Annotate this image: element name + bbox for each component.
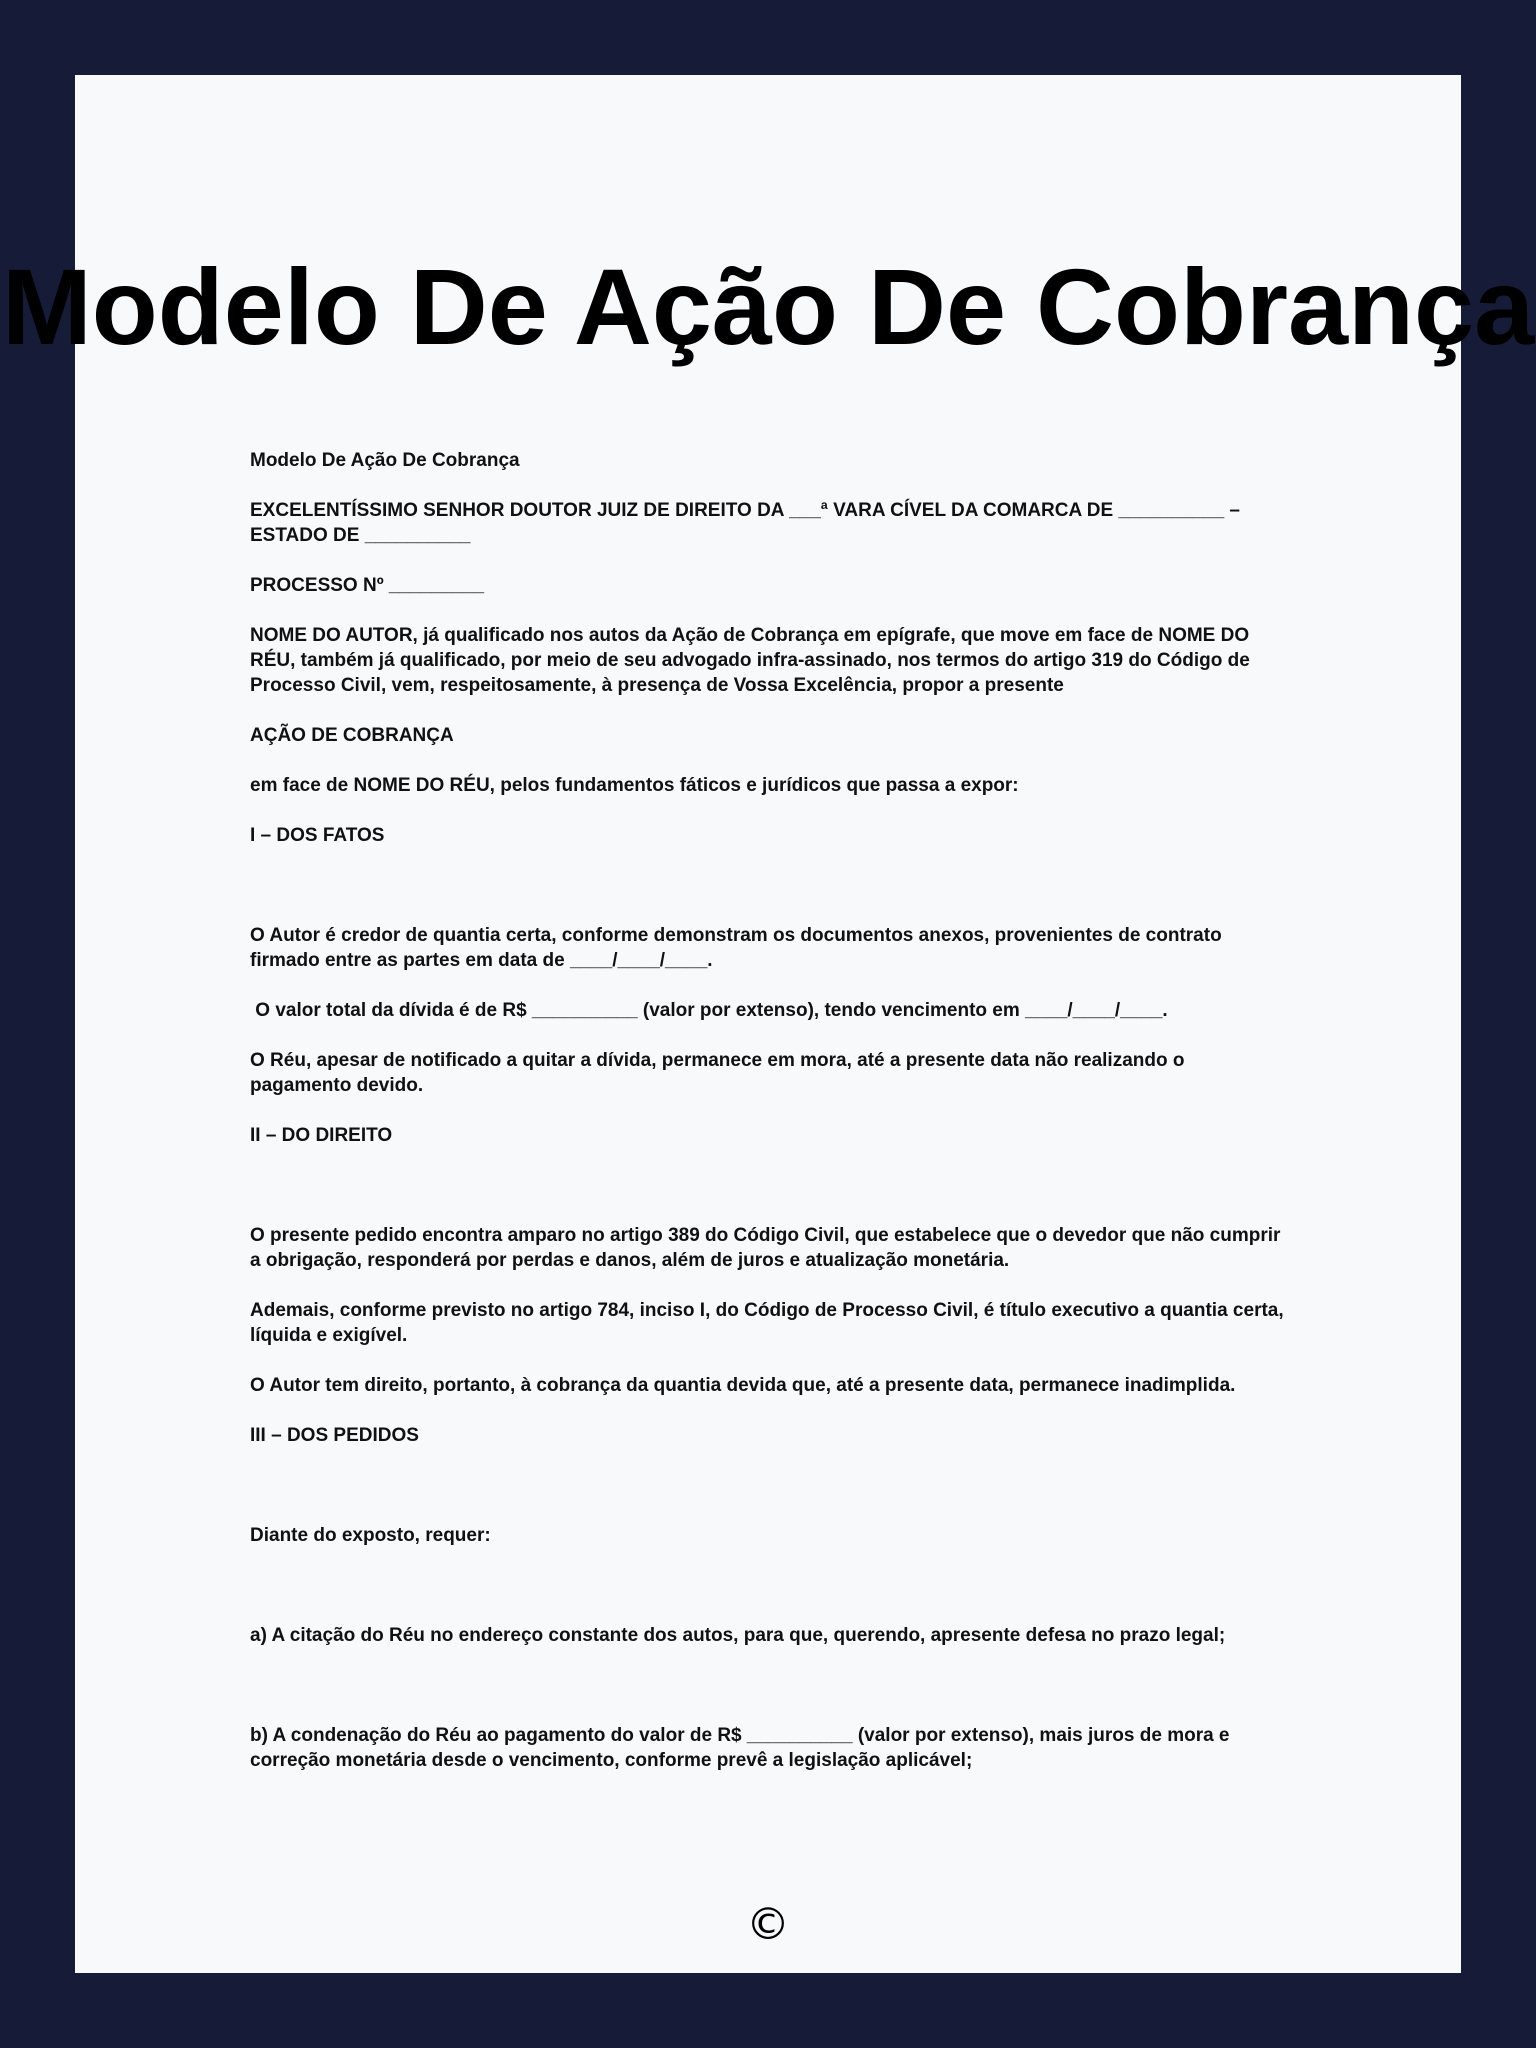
page-title: Modelo De Ação De Cobrança — [1, 246, 1535, 367]
document-body — [250, 448, 1290, 1798]
law-paragraph-1: O presente pedido encontra amparo no artigo 389 do Código Civil, que estabelece que o devedor que não cumprir a obrigação, responderá por perdas e danos, além de juros e atualização monetária. — [250, 1225, 1281, 1271]
spacer — [250, 1673, 1290, 1723]
against-paragraph: em face de NOME DO RÉU, pelos fundamentos fáticos e jurídicos que passa a expor: — [250, 775, 1019, 796]
requests-intro: Diante do exposto, requer: — [250, 1525, 491, 1546]
law-paragraph-3: O Autor tem direito, portanto, à cobrança da quantia devida que, até a presente data, permanece inadimplida. — [250, 1375, 1236, 1396]
spacer — [250, 1573, 1290, 1623]
document-heading: Modelo De Ação De Cobrança — [250, 450, 520, 471]
facts-paragraph-1: O Autor é credor de quantia certa, conforme demonstram os documentos anexos, provenientes de contrato firmado entre as partes em data de ____/____/____. — [250, 925, 1222, 971]
section-requests-heading: III – DOS PEDIDOS — [250, 1425, 419, 1446]
law-paragraph-2: Ademais, conforme previsto no artigo 784, inciso I, do Código de Processo Civil, é título executivo a quantia certa, líquida e exigível. — [250, 1300, 1284, 1346]
facts-paragraph-3: O Réu, apesar de notificado a quitar a dívida, permanece em mora, até a presente data não realizando o pagamento devido. — [250, 1050, 1185, 1096]
addressee: EXCELENTÍSSIMO SENHOR DOUTOR JUIZ DE DIREITO DA ___ª VARA CÍVEL DA COMARCA DE __________ – ESTADO DE __________ — [250, 500, 1240, 546]
spacer — [250, 873, 1290, 923]
request-b: b) A condenação do Réu ao pagamento do valor de R$ __________ (valor por extenso), mais juros de mora e correção monetária desde o vencimento, conforme prevê a legislação aplicável; — [250, 1725, 1230, 1771]
section-facts-heading: I – DOS FATOS — [250, 825, 385, 846]
copyright-icon: © — [746, 1899, 790, 1950]
process-number: PROCESSO Nº _________ — [250, 575, 485, 596]
action-title: AÇÃO DE COBRANÇA — [250, 725, 454, 746]
facts-paragraph-2: O valor total da dívida é de R$ __________ (valor por extenso), tendo vencimento em ____/____/____. — [250, 1000, 1168, 1021]
intro-paragraph: NOME DO AUTOR, já qualificado nos autos da Ação de Cobrança em epígrafe, que move em face de NOME DO RÉU, também já qualificado, por meio de seu advogado infra-assinado, nos termos do artigo 319 do Código de Processo Civil, vem, respeitosamente, à presença de Vossa Excelência, propor a presente — [250, 625, 1250, 696]
section-law-heading: II – DO DIREITO — [250, 1125, 393, 1146]
spacer — [250, 1473, 1290, 1523]
request-a: a) A citação do Réu no endereço constante dos autos, para que, querendo, apresente defesa no prazo legal; — [250, 1625, 1226, 1646]
spacer — [250, 1173, 1290, 1223]
